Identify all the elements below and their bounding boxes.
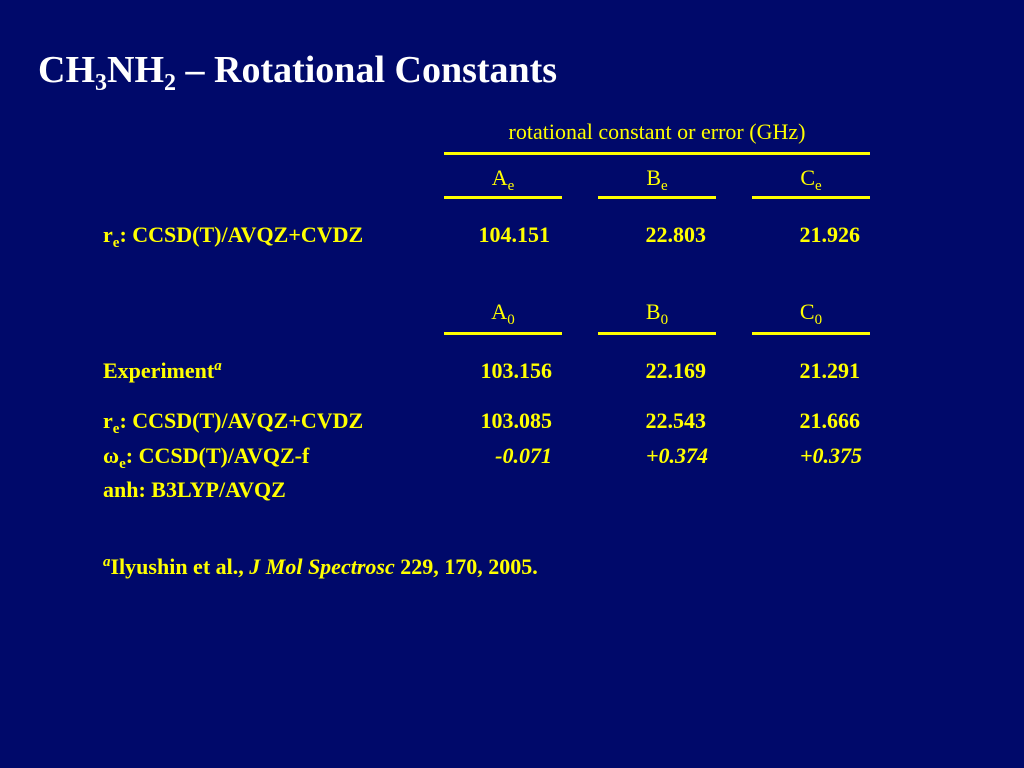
row-label-experiment: Experiment$^a$: [103, 358, 222, 383]
header-rule: [444, 152, 870, 155]
col-header-ae: $A_e$: [491, 165, 515, 194]
slide-title: $CH_3NH_2$ – Rotational Constants: [38, 49, 558, 96]
footnote: $^a$Ilyushin et al., J Mol Spectrosc 229, 170, 2005.: [103, 554, 538, 579]
col-header-ce: $C_e$: [800, 165, 822, 194]
col-rule-be: [598, 196, 716, 199]
col-rule-c0: [752, 332, 870, 335]
value-be: 22.803: [645, 222, 706, 247]
value-b0-omega: +0.374: [645, 443, 708, 468]
value-b0-re: 22.543: [645, 408, 706, 433]
value-c0-omega: +0.375: [799, 443, 862, 468]
col-rule-b0: [598, 332, 716, 335]
value-b0-exp: 22.169: [645, 358, 706, 383]
value-ce: 21.926: [799, 222, 860, 247]
value-c0-exp: 21.291: [799, 358, 860, 383]
value-a0-omega: -0.071: [495, 443, 552, 468]
row-label-anh: anh: B3LYP/AVQZ: [103, 477, 286, 502]
col-rule-ce: [752, 196, 870, 199]
row-label-re-eq: $r_e$: CCSD(T)/AVQZ+CVDZ: [103, 222, 364, 251]
value-c0-re: 21.666: [799, 408, 860, 433]
value-ae: 104.151: [478, 222, 550, 247]
value-a0-exp: 103.156: [480, 358, 552, 383]
col-header-a0: $A_0$: [491, 299, 515, 328]
col-header-be: $B_e$: [646, 165, 668, 194]
table-header: rotational constant or error (GHz): [508, 119, 806, 144]
row-label-re: $r_e$: CCSD(T)/AVQZ+CVDZ: [103, 408, 364, 437]
col-header-c0: $C_0$: [799, 299, 823, 328]
col-rule-ae: [444, 196, 562, 199]
col-rule-a0: [444, 332, 562, 335]
row-label-omega: $\omega_e$: CCSD(T)/AVQZ-f: [103, 443, 310, 472]
value-a0-re: 103.085: [480, 408, 552, 433]
col-header-b0: $B_0$: [645, 299, 669, 328]
